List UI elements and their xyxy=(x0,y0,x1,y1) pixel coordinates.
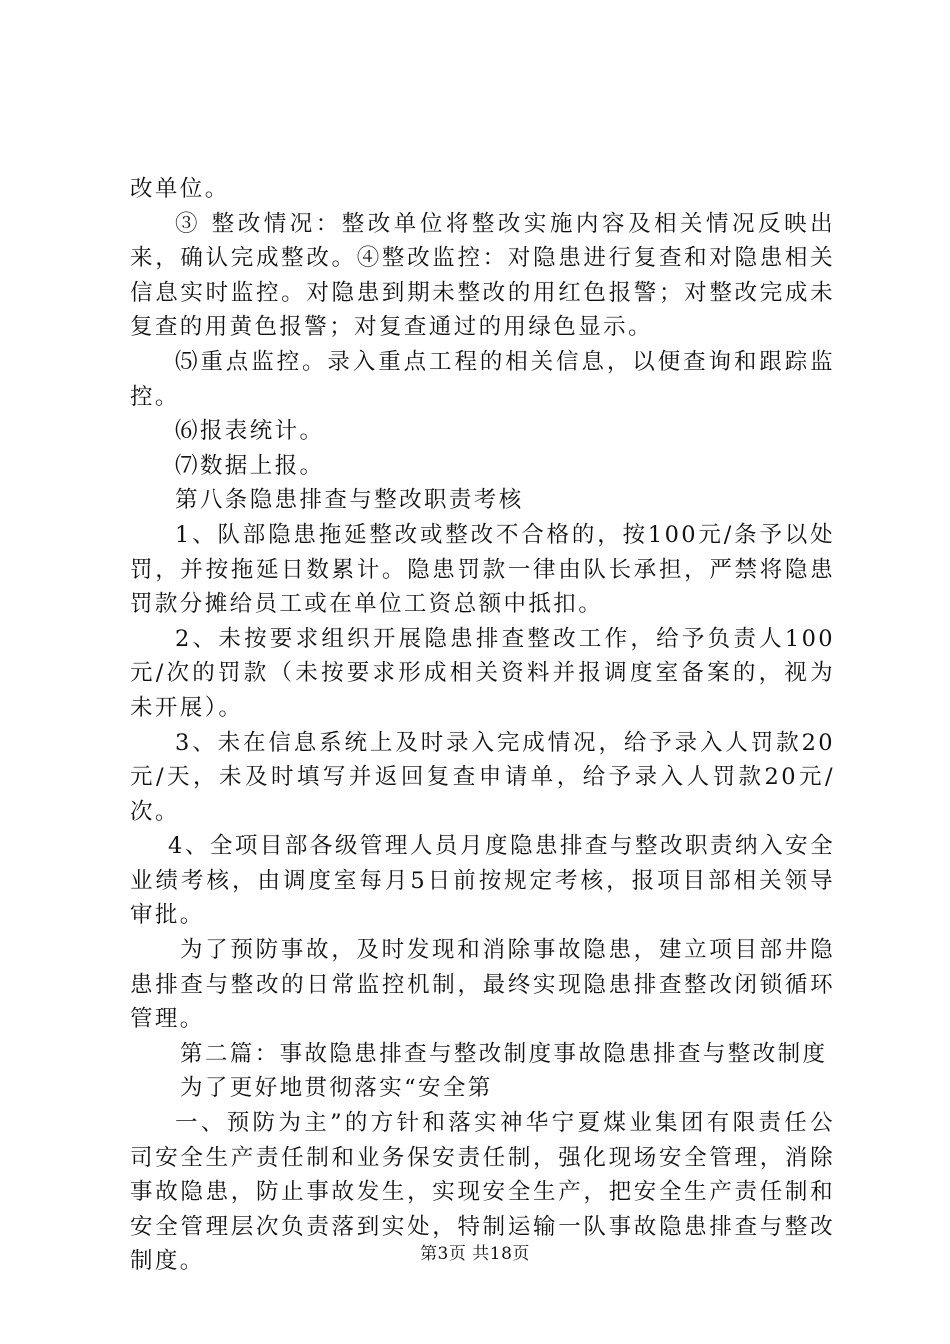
paragraph-key-monitoring: ⑸重点监控。录入重点工程的相关信息，以便查询和跟踪监控。 xyxy=(130,348,835,410)
paragraph-purpose: 为了预防事故，及时发现和消除事故隐患，建立项目部井隐患排查与整改的日常监控机制，最终实现隐患排查整改闭锁循环管理。 xyxy=(130,937,835,1033)
document-body xyxy=(130,172,835,1279)
paragraph-item-2: 2、未按要求组织开展隐患排查整改工作，给予负责人100元/次的罚款（未按要求形成相关资料并报调度室备案的，视为未开展）。 xyxy=(130,625,835,721)
paragraph-item-4: 4、全项目部各级管理人员月度隐患排查与整改职责纳入安全业绩考核，由调度室每月5日前按规定考核，报项目部相关领导审批。 xyxy=(130,833,835,929)
paragraph-item-3: 3、未在信息系统上及时录入完成情况，给予录入人罚款20元/天，未及时填写并返回复查申请单，给予录入人罚款20元/次。 xyxy=(130,729,835,825)
paragraph-continuation: 改单位。 xyxy=(130,176,230,202)
paragraph-report-statistics: ⑹报表统计。 xyxy=(175,418,325,445)
section-heading-article-8: 第八条隐患排查与整改职责考核 xyxy=(175,487,524,514)
page-number-footer: 第3页 共18页 xyxy=(420,1244,530,1264)
paragraph-data-reporting: ⑺数据上报。 xyxy=(175,452,325,479)
paragraph-prevention-policy: 一、预防为主”的方针和落实神华宁夏煤业集团有限责任公司安全生产责任制和业务保安责任制，强化现场安全管理，消除事故隐患，防止事故发生，实现安全生产，把安全生产责任制和安全管理层次负责落到实处，特制运输一队事故隐患排查与整改制度。 xyxy=(130,1110,835,1275)
paragraph-rectification-status: ③ 整改情况：整改单位将整改实施内容及相关情况反映出来，确认完成整改。④整改监控：对隐患进行复查和对隐患相关信息实时监控。对隐患到期未整改的用红色报警；对整改完成未复查的用黄色报警；对复查通过的用绿色显示。 xyxy=(130,210,835,341)
paragraph-intro: 为了更好地贯彻落实“安全第 xyxy=(180,1075,493,1102)
section-heading-part-2: 第二篇：事故隐患排查与整改制度事故隐患排查与整改制度 xyxy=(180,1040,828,1067)
paragraph-item-1: 1、队部隐患拖延整改或整改不合格的，按100元/条予以处罚，并按拖延日数累计。隐患罚款一律由队长承担，严禁将隐患罚款分摊给员工或在单位工资总额中抵扣。 xyxy=(130,521,835,618)
